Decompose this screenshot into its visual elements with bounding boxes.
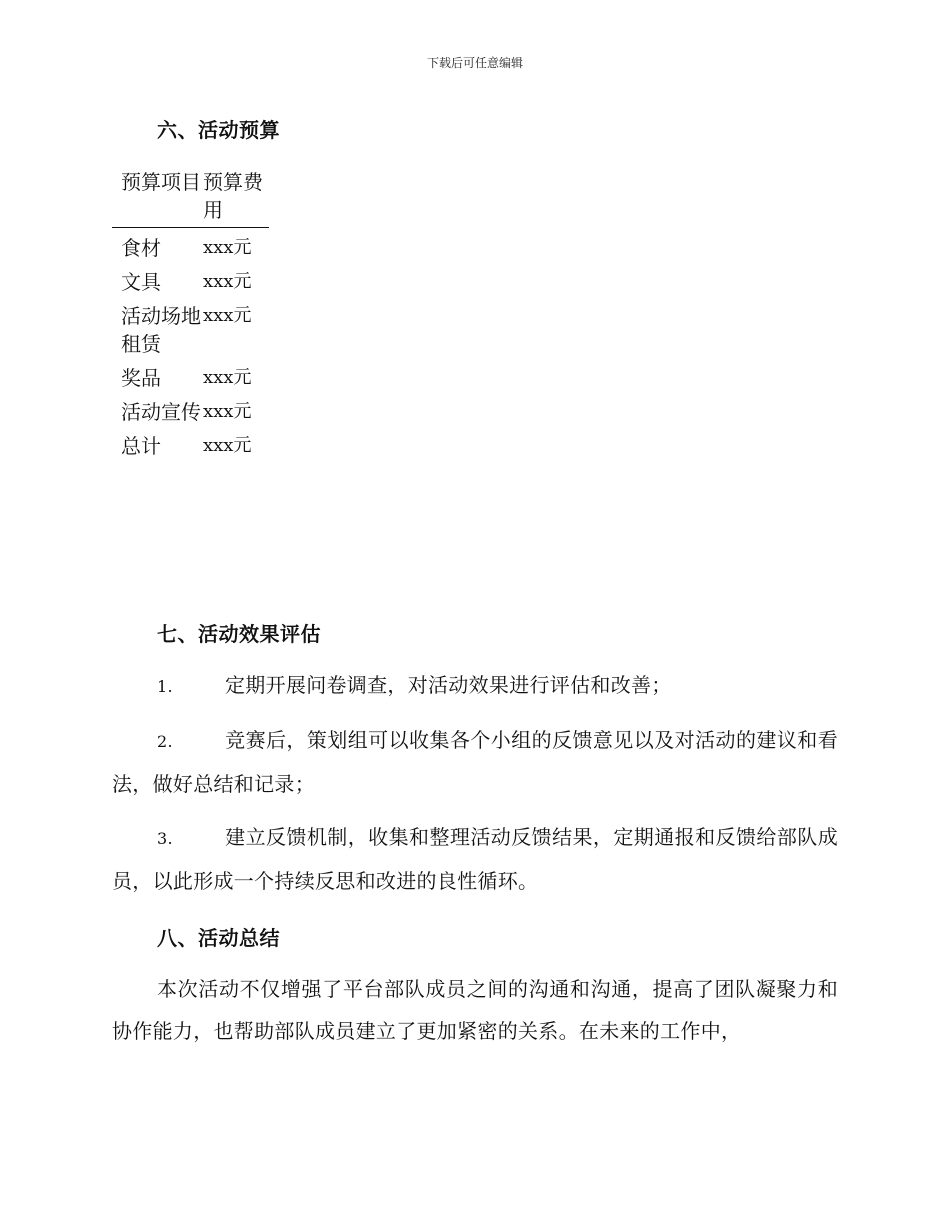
page-header-note: 下载后可任意编辑 — [426, 56, 523, 70]
budget-item: 总计 — [121, 434, 161, 458]
summary-heading: 八、活动总结 — [157, 926, 280, 950]
list-number: 3. — [157, 829, 173, 848]
table-row — [112, 432, 269, 460]
budget-cost: xxx元 — [203, 271, 252, 292]
budget-cost: xxx元 — [203, 401, 252, 422]
evaluation-item-2 — [112, 719, 838, 805]
budget-table-header — [112, 168, 269, 228]
budget-cost: xxx元 — [203, 435, 252, 456]
budget-item: 食材 — [121, 236, 161, 260]
evaluation-item-3 — [112, 816, 838, 902]
budget-cost: xxx元 — [203, 367, 252, 388]
list-number: 2. — [157, 732, 173, 751]
budget-cost: xxx元 — [203, 237, 252, 258]
evaluation-item-1 — [112, 664, 838, 708]
table-row — [112, 364, 269, 392]
budget-table — [112, 168, 269, 466]
evaluation-heading: 七、活动效果评估 — [157, 622, 321, 646]
budget-heading: 六、活动预算 — [157, 118, 280, 142]
list-item-text: 建立反馈机制，收集和整理活动反馈结果，定期通报和反馈给部队成员，以此形成一个持续反思和改进的良性循环。 — [112, 825, 838, 893]
table-row — [112, 398, 269, 426]
list-item-text: 竞赛后，策划组可以收集各个小组的反馈意见以及对活动的建议和看法，做好总结和记录； — [112, 728, 838, 796]
list-item-text: 定期开展问卷调查，对活动效果进行评估和改善； — [225, 673, 672, 697]
budget-item: 活动宣传 — [121, 400, 201, 424]
budget-item: 奖品 — [121, 366, 161, 390]
list-number: 1. — [157, 677, 173, 696]
budget-cost: xxx元 — [203, 305, 252, 326]
table-row — [112, 234, 269, 262]
budget-item: 活动场地租赁 — [121, 304, 201, 356]
table-row — [112, 302, 269, 358]
column-header-cost: 预算费用 — [203, 170, 263, 222]
budget-item: 文具 — [121, 270, 161, 294]
column-header-item: 预算项目 — [121, 170, 201, 194]
summary-paragraph: 本次活动不仅增强了平台部队成员之间的沟通和沟通，提高了团队凝聚力和协作能力，也帮助部队成员建立了更加紧密的关系。在未来的工作中， — [112, 977, 838, 1043]
table-row — [112, 268, 269, 296]
